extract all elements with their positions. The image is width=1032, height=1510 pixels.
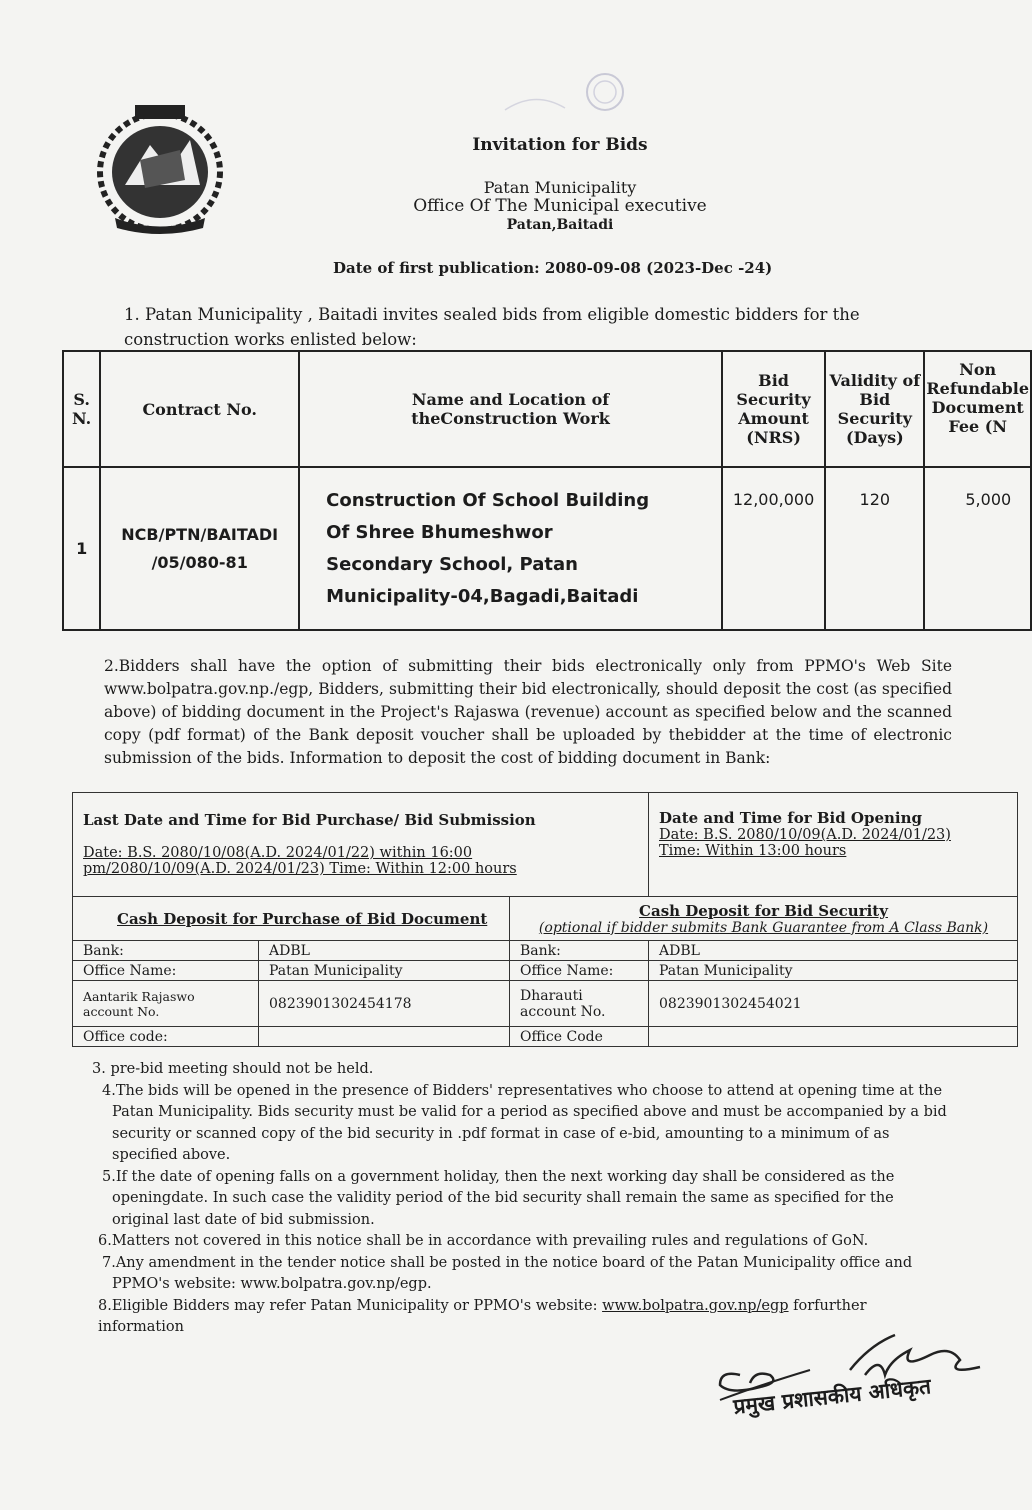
cash-security-heading: Cash Deposit for Bid Security (639, 901, 888, 920)
opening-time: Time: Within 13:00 hours (659, 843, 847, 859)
note-8-tail: forfurther information (98, 1297, 867, 1335)
purchase-heading: Last Date and Time for Bid Purchase/ Bid Submission (83, 811, 536, 829)
purchase-date: Date: B.S. 2080/10/08(A.D. 2024/01/22) within 16:00 pm/2080/10/09(A.D. 2024/01/23) Time: Within 12:00 hours (83, 845, 517, 877)
signatory-title: प्रमुख प्रशासकीय अधिकृत (732, 1374, 933, 1419)
left-code-value (259, 1027, 510, 1047)
right-office-value: Patan Municipality (649, 961, 1018, 981)
left-office-value: Patan Municipality (259, 961, 510, 981)
intro-paragraph: 1. Patan Municipality , Baitadi invites sealed bids from eligible domestic bidders for the construction works enlisted below: (124, 305, 860, 349)
notice-title: Invitation for Bids (472, 135, 648, 155)
cash-security-note: (optional if bidder submits Bank Guarantee from A Class Bank) (538, 919, 989, 936)
header-validity: Validity of Bid Security (Days) (825, 351, 924, 467)
row-contract-no: NCB/PTN/BAITADI /05/080-81 (100, 467, 299, 630)
ppmo-link[interactable]: www.bolpatra.gov.np/egp (602, 1297, 789, 1314)
header-sn: S. N. (63, 351, 100, 467)
org-name: Patan Municipality (483, 178, 637, 197)
right-account-label: Dharauti account No. (510, 981, 649, 1027)
row-validity: 120 (825, 467, 924, 630)
row-document-fee: 5,000 (924, 467, 1031, 630)
note-4: 4.The bids will be opened in the presence of Bidders' representatives who choose to attend at opening time at the Patan Municipality. Bids security must be valid for a period as specified above and must be accompanied by a bid security or scanned copy of the bid security in .pdf format in case of e-bid, amounting to a minimum of as specified above. (102, 1082, 947, 1163)
right-code-value (649, 1027, 1018, 1047)
bank-deposit-table (72, 792, 1018, 1047)
right-code-label: Office Code (510, 1027, 649, 1047)
note-7: 7.Any amendment in the tender notice shall be posted in the notice board of the Patan Municipality office and PPMO's website: www.bolpatra.gov.np/egp. (102, 1254, 913, 1292)
left-bank-value: ADBL (259, 941, 510, 961)
bidding-paragraph: 2.Bidders shall have the option of submitting their bids electronically only from PPMO's Web Site www.bolpatra.gov.np./egp, Bidders, submitting their bid electronically, should deposit the cost (as specified above) of bidding document in the Project's Rajaswa (revenue) account as specified below and the scanned copy (pdf format) of the Bank deposit voucher shall be uploaded by thebidder at the time of electronic submission of the bids. Information to deposit the cost of bidding document in Bank: (104, 657, 952, 767)
right-bank-label: Bank: (510, 941, 649, 961)
bid-table (62, 350, 1032, 631)
note-6: 6.Matters not covered in this notice shall be in accordance with prevailing rules and regulations of GoN. (98, 1233, 869, 1249)
office-name: Office Of The Municipal executive (413, 196, 707, 216)
left-account-value: 0823901302454178 (259, 981, 510, 1027)
header-work-name: Name and Location of theConstruction Work (299, 351, 722, 467)
opening-date: Date: B.S. 2080/10/09(A.D. 2024/01/23) (659, 827, 951, 843)
right-bank-value: ADBL (649, 941, 1018, 961)
opening-heading: Date and Time for Bid Opening (659, 809, 923, 827)
publication-date: Date of first publication: 2080-09-08 (2023-Dec -24) (333, 259, 773, 277)
row-bid-security: 12,00,000 (722, 467, 825, 630)
right-office-label: Office Name: (510, 961, 649, 981)
left-account-label: Aantarik Rajaswo account No. (73, 981, 259, 1027)
nepal-emblem-icon (95, 100, 225, 235)
header-bid-security: Bid Security Amount (NRS) (722, 351, 825, 467)
cash-purchase-heading: Cash Deposit for Purchase of Bid Document (73, 897, 510, 941)
header-contract-no: Contract No. (100, 351, 299, 467)
faint-stamp-icon (495, 70, 645, 130)
office-place: Patan,Baitadi (506, 217, 614, 233)
row-sn: 1 (63, 467, 100, 630)
notes-section (92, 1059, 952, 1339)
note-5: 5.If the date of opening falls on a government holiday, then the next working day shall be considered as the openingdate. In such case the validity period of the bid security shall remain the same as specified for the original last date of bid submission. (102, 1168, 895, 1228)
left-code-label: Office code: (73, 1027, 259, 1047)
row-work-name: Construction Of School Building Of Shree Bhumeshwor Secondary School, Patan Municipality-04,Bagadi,Baitadi (299, 467, 722, 630)
header-document-fee: Non Refundable Document Fee (N (924, 351, 1031, 467)
left-bank-label: Bank: (73, 941, 259, 961)
note-8-text: 8.Eligible Bidders may refer Patan Municipality or PPMO's website: (98, 1297, 603, 1314)
note-3: 3. pre-bid meeting should not be held. (92, 1061, 374, 1077)
left-office-label: Office Name: (73, 961, 259, 981)
right-account-value: 0823901302454021 (649, 981, 1018, 1027)
